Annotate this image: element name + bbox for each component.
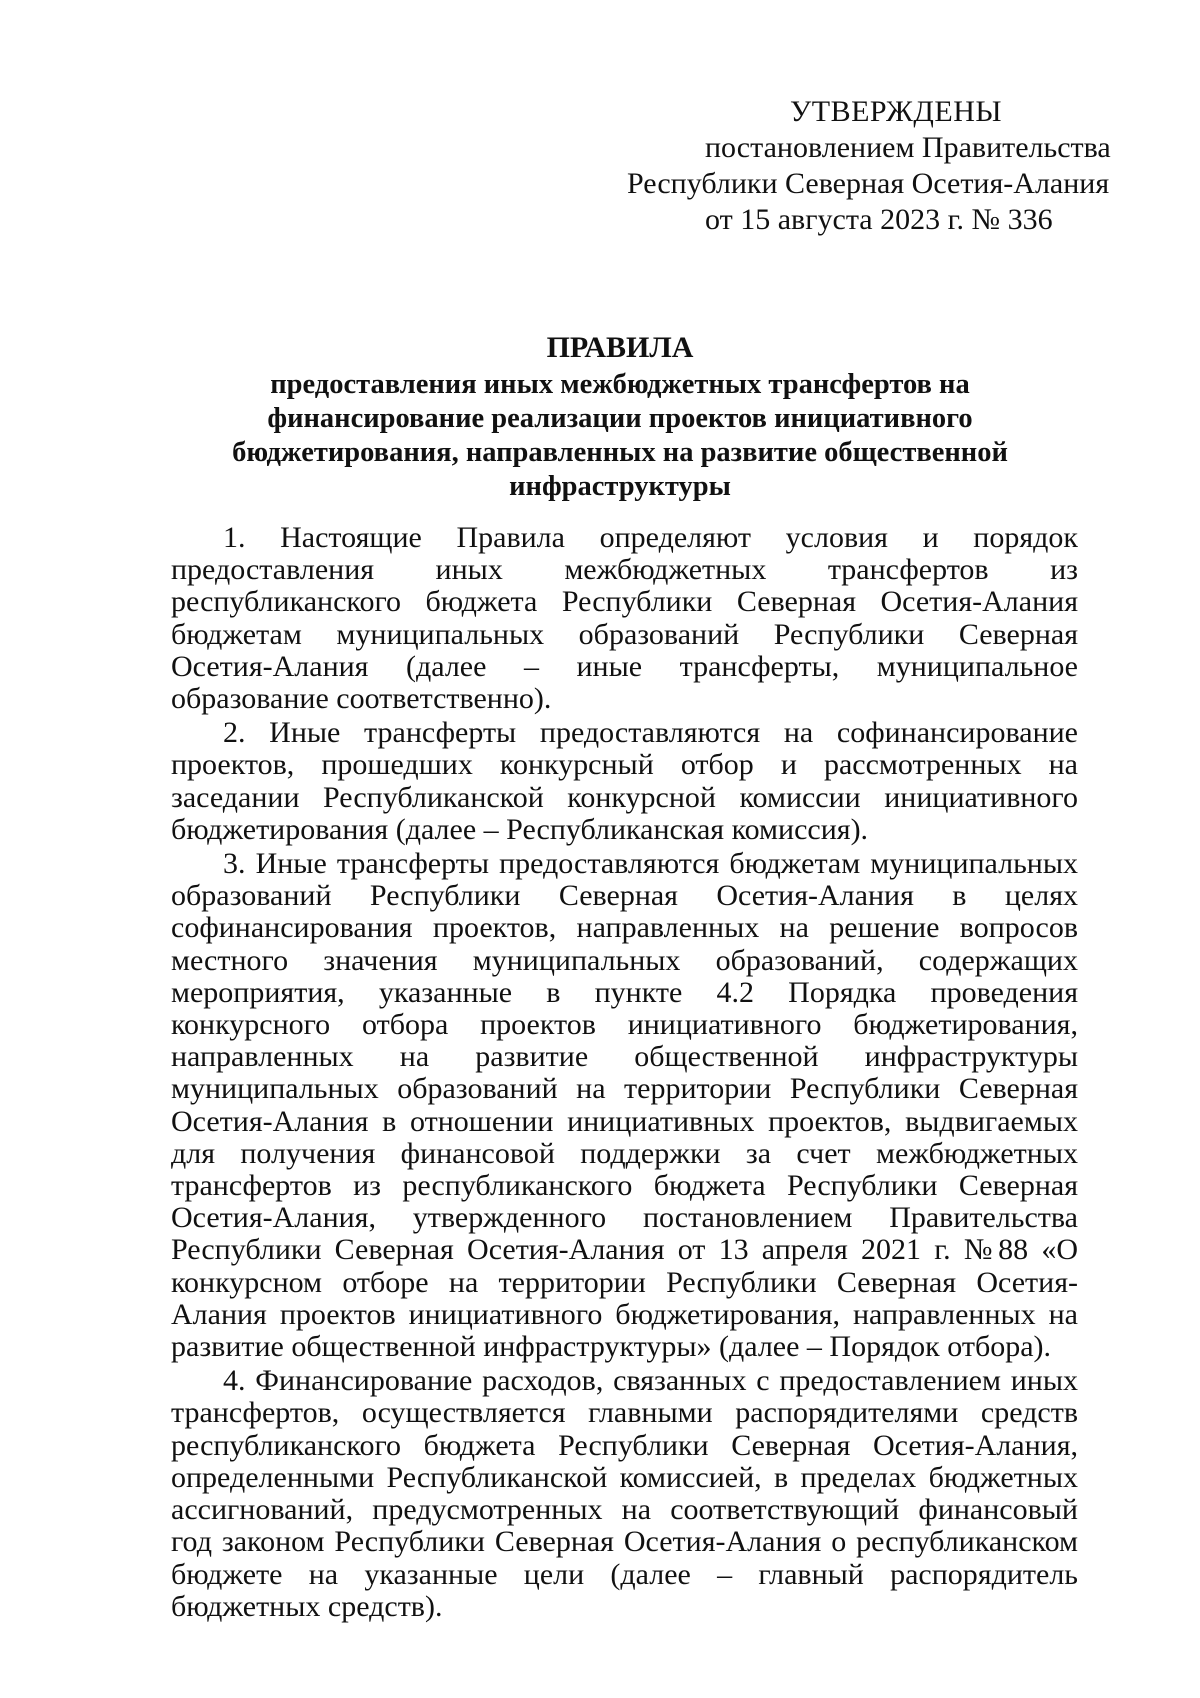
paragraph-2: 2. Иные трансферты предоставляются на софинансирование проектов, прошедших конкурсный отбор и рассмотренных на заседании Республиканской конкурсной комиссии инициативного бюджетирования (далее – Республиканская комиссия). <box>171 716 1078 846</box>
approval-block <box>560 94 1111 238</box>
paragraph-4: 4. Финансирование расходов, связанных с предоставлением иных трансфертов, осуществляется главными распорядителями средств республиканского бюджета Республики Северная Осетия-Алания, определенными Республиканской комиссией, в пределах бюджетных ассигнований, предусмотренных на соответствующий финансовый год законом Республики Северная Осетия-Алания о республиканском бюджете на указанные цели (далее – главный распорядитель бюджетных средств). <box>171 1364 1078 1623</box>
document-subtitle-line: предоставления иных межбюджетных трансфертов на <box>270 369 970 400</box>
approval-resolution-line: постановлением Правительства <box>705 131 1111 164</box>
document-subtitle-line: бюджетирования, направленных на развитие общественной <box>232 437 1008 468</box>
approval-date-number: от 15 августа 2023 г. № 336 <box>705 203 1053 236</box>
approval-republic-line: Республики Северная Осетия-Алания <box>627 167 1110 200</box>
document-subtitle-line: инфраструктуры <box>509 471 731 502</box>
document-body <box>171 522 1078 1625</box>
document-title: ПРАВИЛА <box>546 331 694 364</box>
document-subtitle-line: финансирование реализации проектов инициативного <box>267 403 973 434</box>
paragraph-1: 1. Настоящие Правила определяют условия и порядок предоставления иных межбюджетных трансфертов из республиканского бюджета Республики Северная Осетия-Алания бюджетам муниципальных образований Республики Северная Осетия-Алания (далее – иные трансферты, муниципальное образование соответственно). <box>171 521 1078 716</box>
approved-label: УТВЕРЖДЕНЫ <box>790 95 1003 128</box>
document-heading <box>170 330 1070 504</box>
paragraph-3: 3. Иные трансферты предоставляются бюджетам муниципальных образований Республики Северная Осетия-Алания в целях софинансирования проектов, направленных на решение вопросов местного значения муниципальных образований, содержащих мероприятия, указанные в пункте 4.2 Порядка проведения конкурсного отбора проектов инициативного бюджетирования, направленных на развитие общественной инфраструктуры муниципальных образований на территории Республики Северная Осетия-Алания в отношении инициативных проектов, выдвигаемых для получения финансовой поддержки за счет межбюджетных трансфертов из республиканского бюджета Республики Северная Осетия-Алания, утвержденного постановлением Правительства Республики Северная Осетия-Алания от 13 апреля 2021 г. №88 «О конкурсном отборе на территории Республики Северная Осетия-Алания проектов инициативного бюджетирования, направленных на развитие общественной инфраструктуры» (далее – Порядок отбора). <box>171 847 1078 1364</box>
